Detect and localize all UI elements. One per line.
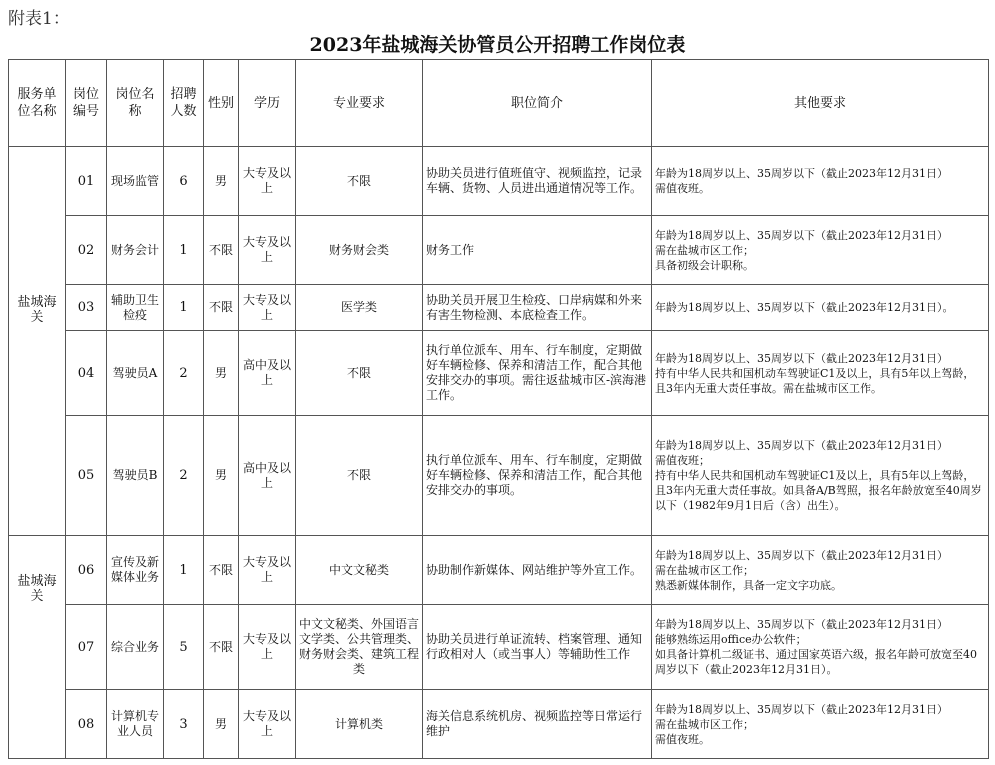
count-cell: 1 — [164, 536, 204, 605]
gender-cell: 不限 — [204, 536, 239, 605]
other-cell — [652, 690, 989, 759]
table-row — [9, 690, 989, 759]
intro-cell: 执行单位派车、用车、行车制度，定期做好车辆检修、保养和清洁工作，配合其他安排交办的事项。 — [423, 416, 652, 536]
other-line: 年龄为18周岁以上、35周岁以下（截止2023年12月31日） — [655, 548, 948, 562]
major-cell: 不限 — [296, 331, 423, 416]
education-cell: 大专及以上 — [239, 690, 296, 759]
gender-cell: 不限 — [204, 216, 239, 285]
major-cell: 计算机类 — [296, 690, 423, 759]
other-cell — [652, 216, 989, 285]
gender-cell: 男 — [204, 331, 239, 416]
count-cell: 2 — [164, 331, 204, 416]
count-cell: 6 — [164, 147, 204, 216]
other-line: 年龄为18周岁以上、35周岁以下（截止2023年12月31日） — [655, 167, 948, 180]
header-unit: 服务单位名称 — [9, 60, 66, 147]
gender-cell: 男 — [204, 416, 239, 536]
position-cell: 驾驶员A — [107, 331, 164, 416]
code-cell: 04 — [66, 331, 107, 416]
other-line: 年龄为18周岁以上、35周岁以下（截止2023年12月31日）。 — [655, 301, 954, 314]
intro-cell: 财务工作 — [423, 216, 652, 285]
gender-cell: 不限 — [204, 605, 239, 690]
education-cell: 高中及以上 — [239, 331, 296, 416]
code-cell: 05 — [66, 416, 107, 536]
intro-cell: 协助关员开展卫生检疫、口岸病媒和外来有害生物检测、本底检查工作。 — [423, 285, 652, 331]
major-cell: 不限 — [296, 416, 423, 536]
header-count: 招聘人数 — [164, 60, 204, 147]
other-line: 如具备计算机二级证书、通过国家英语六级，报名年龄可放宽至40周岁以下（截止2023年12月31日）。 — [655, 648, 977, 676]
gender-cell: 男 — [204, 147, 239, 216]
other-cell — [652, 536, 989, 605]
header-gender: 性别 — [204, 60, 239, 147]
major-cell: 医学类 — [296, 285, 423, 331]
table-row — [9, 285, 989, 331]
header-other: 其他要求 — [652, 60, 989, 147]
major-cell: 中文文秘类 — [296, 536, 423, 605]
other-cell — [652, 285, 989, 331]
other-line: 需值夜班； — [655, 454, 710, 467]
major-cell: 财务财会类 — [296, 216, 423, 285]
table-row — [9, 605, 989, 690]
code-cell: 07 — [66, 605, 107, 690]
position-cell: 驾驶员B — [107, 416, 164, 536]
code-cell: 03 — [66, 285, 107, 331]
other-line: 具备初级会计职称。 — [655, 258, 754, 272]
other-line: 能够熟练运用office办公软件； — [655, 633, 807, 646]
count-cell: 5 — [164, 605, 204, 690]
other-cell — [652, 147, 989, 216]
other-line: 年龄为18周岁以上、35周岁以下（截止2023年12月31日） — [655, 702, 948, 716]
position-cell: 综合业务 — [107, 605, 164, 690]
header-major: 专业要求 — [296, 60, 423, 147]
other-cell — [652, 416, 989, 536]
header-row — [9, 60, 989, 147]
count-cell: 2 — [164, 416, 204, 536]
education-cell: 高中及以上 — [239, 416, 296, 536]
code-cell: 06 — [66, 536, 107, 605]
other-line: 熟悉新媒体制作，具备一定文字功底。 — [655, 578, 842, 592]
table-row — [9, 331, 989, 416]
positions-table — [8, 59, 989, 759]
count-cell: 3 — [164, 690, 204, 759]
gender-cell: 不限 — [204, 285, 239, 331]
other-line: 年龄为18周岁以上、35周岁以下（截止2023年12月31日） — [655, 439, 948, 452]
major-cell: 不限 — [296, 147, 423, 216]
other-line: 需值夜班。 — [655, 732, 710, 746]
table-row — [9, 536, 989, 605]
table-row — [9, 147, 989, 216]
intro-cell: 协助关员进行单证流转、档案管理、通知行政相对人（或当事人）等辅助性工作 — [423, 605, 652, 690]
education-cell: 大专及以上 — [239, 216, 296, 285]
position-cell: 辅助卫生检疫 — [107, 285, 164, 331]
education-cell: 大专及以上 — [239, 285, 296, 331]
major-cell: 中文文秘类、外国语言文学类、公共管理类、财务财会类、建筑工程类 — [296, 605, 423, 690]
other-line: 年龄为18周岁以上、35周岁以下（截止2023年12月31日） — [655, 228, 948, 242]
other-line: 持有中华人民共和国机动车驾驶证C1及以上，具有5年以上驾龄，且3年内无重大责任事故。需在盐城市区工作。 — [655, 366, 975, 395]
header-education: 学历 — [239, 60, 296, 147]
unit-cell — [9, 536, 66, 759]
education-cell: 大专及以上 — [239, 147, 296, 216]
page-title: 2023年盐城海关协管员公开招聘工作岗位表 — [309, 34, 686, 56]
education-cell: 大专及以上 — [239, 605, 296, 690]
other-line: 年龄为18周岁以上、35周岁以下（截止2023年12月31日） — [655, 351, 948, 365]
intro-cell: 执行单位派车、用车、行车制度，定期做好车辆检修、保养和清洁工作，配合其他安排交办的事项。需往返盐城市区-滨海港工作。 — [423, 331, 652, 416]
position-cell: 现场监管 — [107, 147, 164, 216]
code-cell: 08 — [66, 690, 107, 759]
code-cell: 02 — [66, 216, 107, 285]
other-cell — [652, 605, 989, 690]
other-line: 需值夜班。 — [655, 182, 710, 195]
unit-name: 盐城海关 — [17, 574, 57, 604]
header-position: 岗位名称 — [107, 60, 164, 147]
attachment-label: 附表1： — [8, 9, 70, 29]
position-cell: 财务会计 — [107, 216, 164, 285]
intro-cell: 海关信息系统机房、视频监控等日常运行维护 — [423, 690, 652, 759]
table-row — [9, 416, 989, 536]
count-cell: 1 — [164, 216, 204, 285]
position-cell: 计算机专业人员 — [107, 690, 164, 759]
count-cell: 1 — [164, 285, 204, 331]
gender-cell: 男 — [204, 690, 239, 759]
code-cell: 01 — [66, 147, 107, 216]
other-line: 需在盐城市区工作； — [655, 243, 754, 257]
other-line: 持有中华人民共和国机动车驾驶证C1及以上，具有5年以上驾龄，且3年内无重大责任事故。如具备A/B驾照，报名年龄放宽至40周岁以下（1982年9月1日后（含）出生）。 — [655, 469, 982, 512]
intro-cell: 协助制作新媒体、网站维护等外宣工作。 — [423, 536, 652, 605]
header-intro: 职位简介 — [423, 60, 652, 147]
other-line: 需在盐城市区工作； — [655, 563, 754, 577]
unit-name: 盐城海关 — [17, 295, 57, 325]
education-cell: 大专及以上 — [239, 536, 296, 605]
other-cell — [652, 331, 989, 416]
table-row — [9, 216, 989, 285]
intro-cell: 协助关员进行值班值守、视频监控，记录车辆、货物、人员进出通道情况等工作。 — [423, 147, 652, 216]
unit-cell — [9, 147, 66, 536]
other-line: 年龄为18周岁以上、35周岁以下（截止2023年12月31日） — [655, 618, 948, 631]
position-cell: 宣传及新媒体业务 — [107, 536, 164, 605]
other-line: 需在盐城市区工作； — [655, 717, 754, 731]
header-code: 岗位编号 — [66, 60, 107, 147]
